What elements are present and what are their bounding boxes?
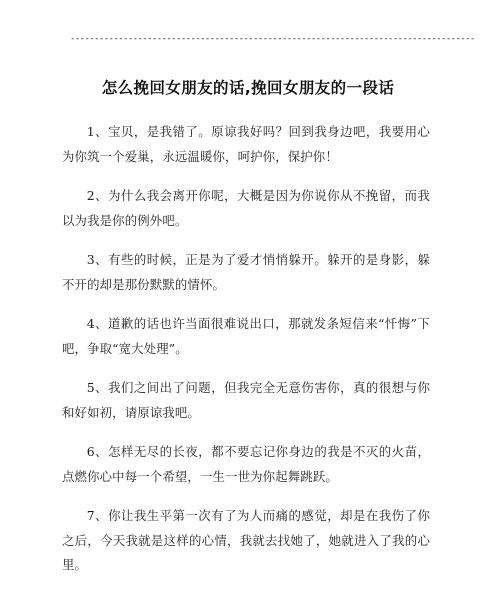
document-body xyxy=(62,120,430,593)
paragraph-5: 5、我们之间出了问题，但我完全无意伤害你，真的很想与你和好如初，请原谅我吧。 xyxy=(62,380,430,420)
document-title: 怎么挽回女朋友的话,挽回女朋友的一段话 xyxy=(101,79,395,97)
paragraph-6: 6、怎样无尽的长夜，都不要忘记你身边的我是不灭的火苗，点燃你心中每一个希望，一生一世为你起舞跳跃。 xyxy=(62,444,430,484)
paragraph-3: 3、有些的时候，正是为了爱才悄悄躲开。躲开的是身影，躲不开的却是那份默默的情怀。 xyxy=(62,252,430,292)
paragraph-4: 4、道歉的话也许当面很难说出口，那就发条短信来“忏悔”下吧，争取“宽大处理”。 xyxy=(62,316,430,356)
top-dashed-rule: ------------------------------------------------------------------------------------ xyxy=(70,34,475,44)
paragraph-1: 1、宝贝，是我错了。原谅我好吗？回到我身边吧，我要用心为你筑一个爱巢，永远温暖你，呵护你，保护你！ xyxy=(62,124,430,164)
paragraph-2: 2、为什么我会离开你呢，大概是因为你说你从不挽留，而我以为我是你的例外吧。 xyxy=(62,188,430,228)
paragraph-7: 7、你让我生平第一次有了为人而痛的感觉，却是在我伤了你之后，今天我就是这样的心情，我就去找她了，她就进入了我的心里。 xyxy=(62,508,430,572)
